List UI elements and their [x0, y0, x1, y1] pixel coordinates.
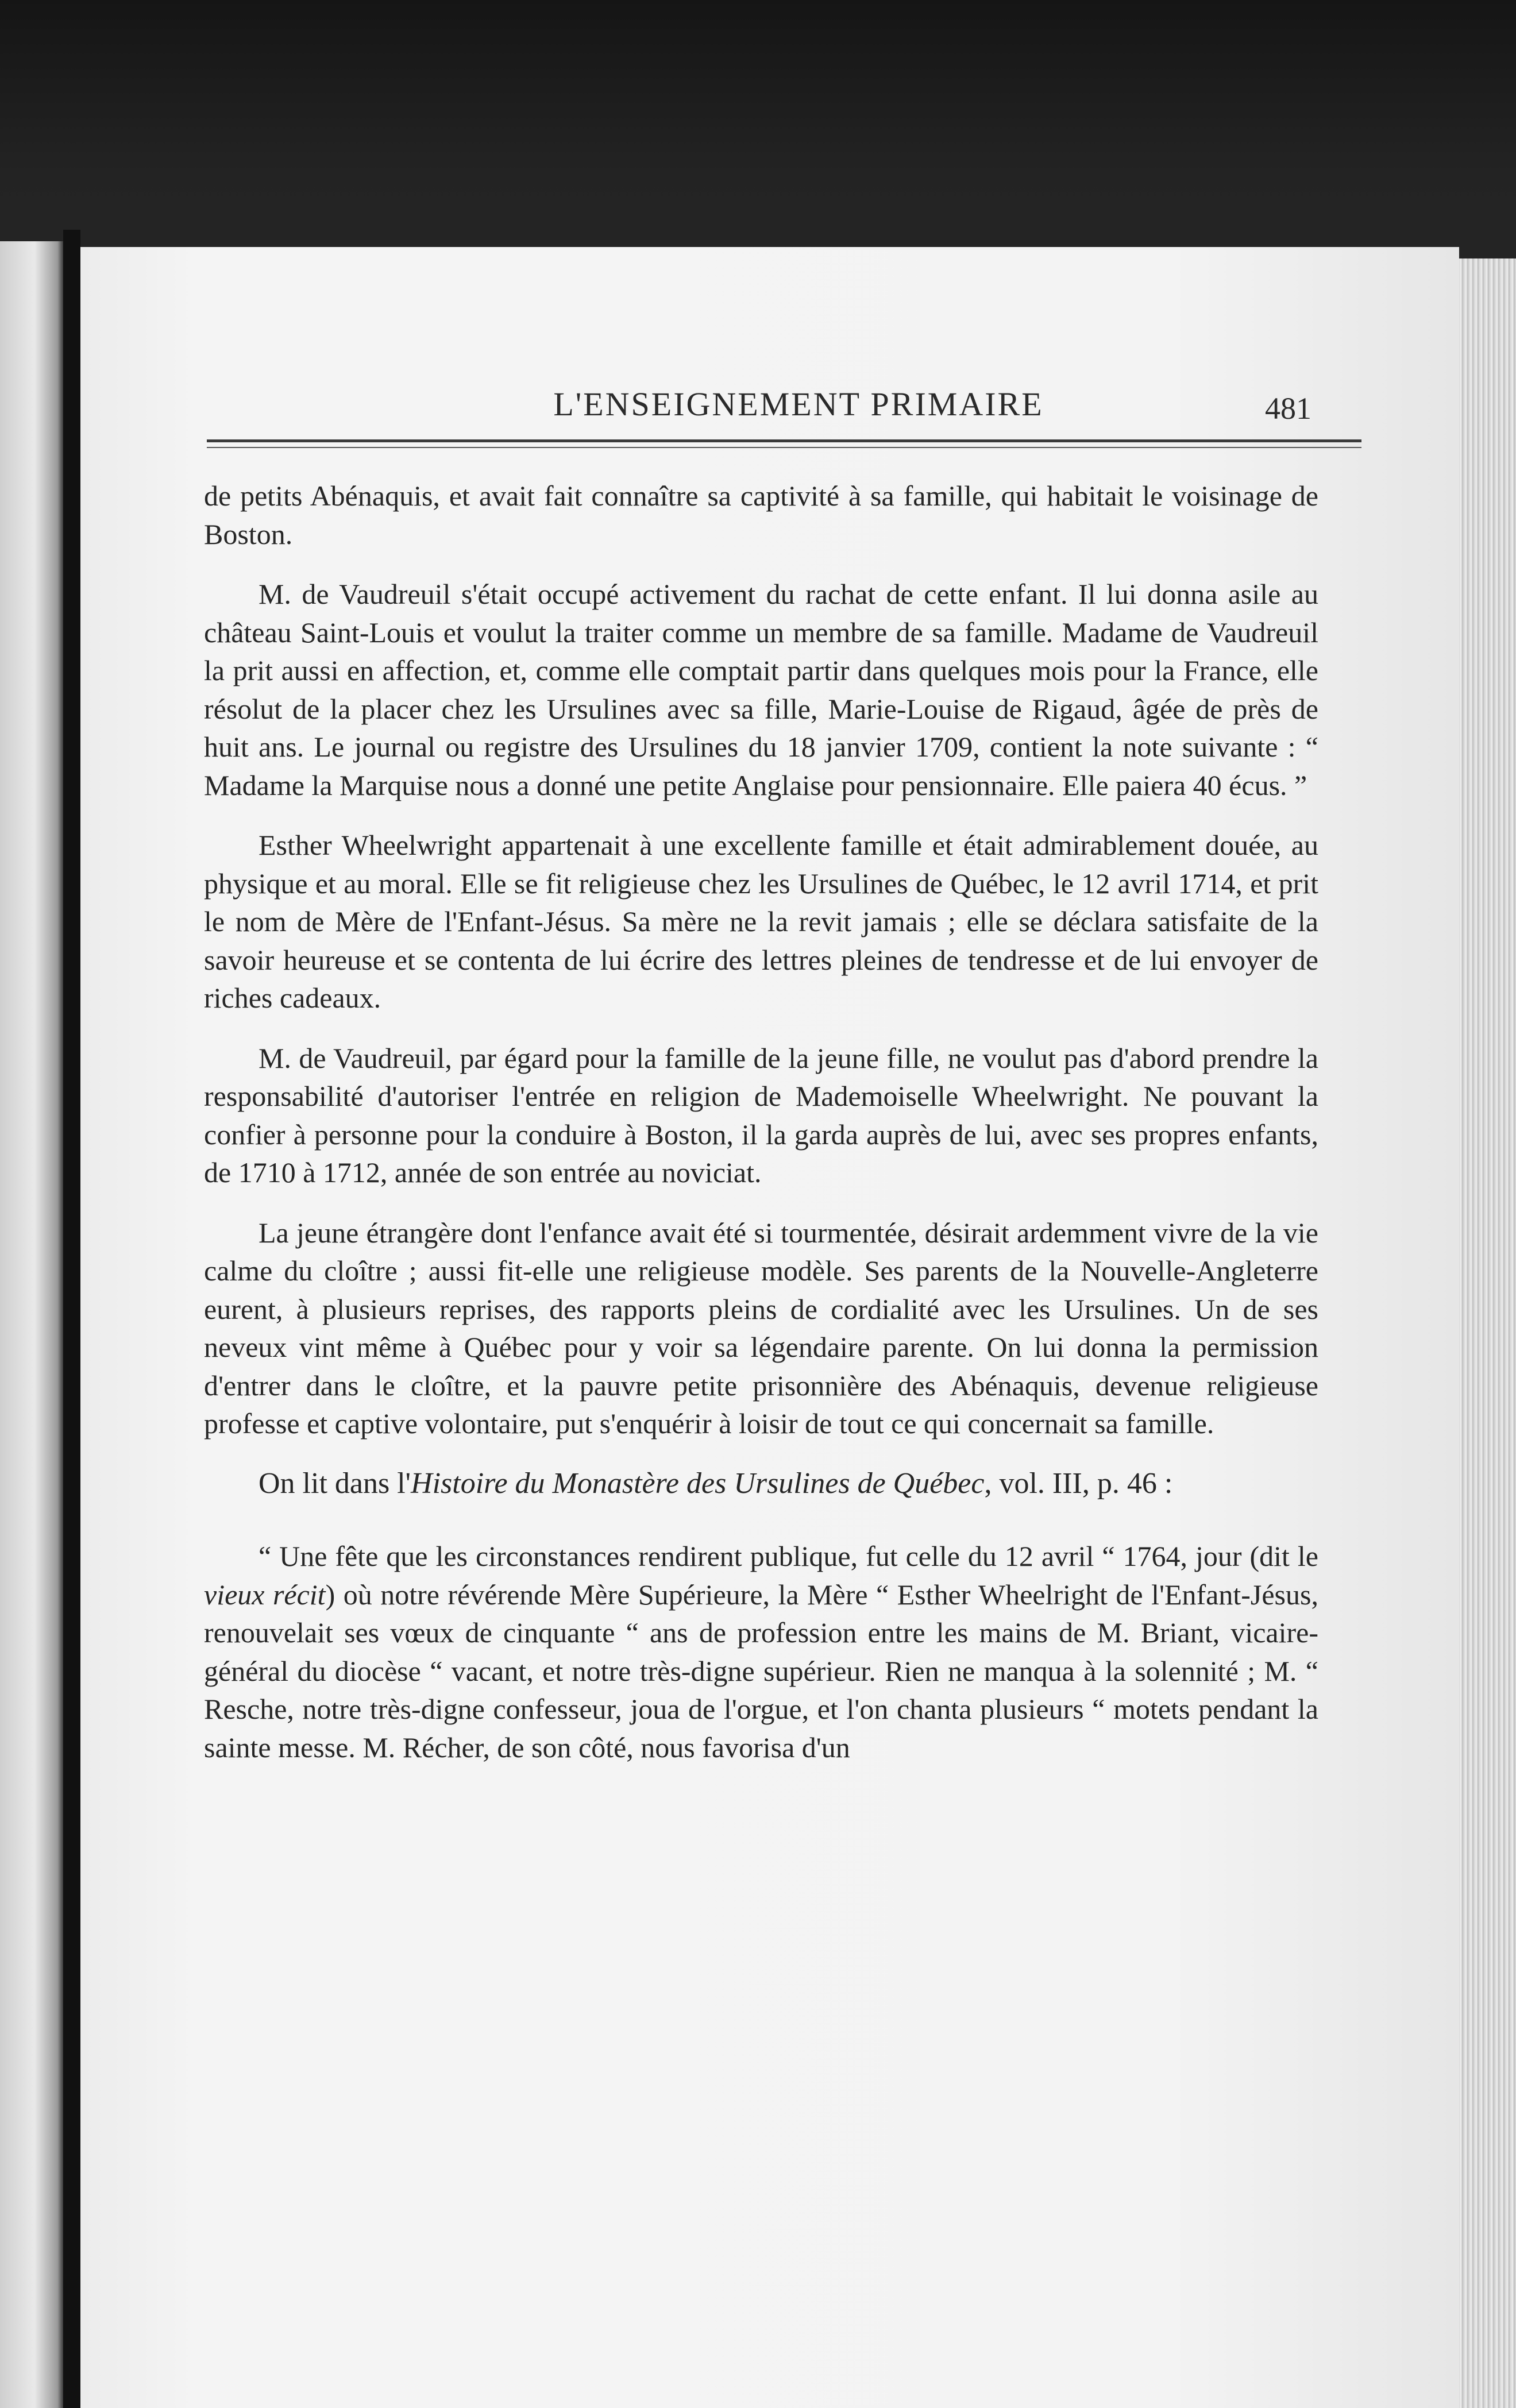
- paragraph: M. de Vaudreuil s'était occupé activement du rachat de cette enfant. Il lui donna asile au château Saint-Louis et voulut la traiter comme un membre de sa famille. Madame de Vaudreuil la prit aussi en affection, et, comme elle comptait partir dans quelques mois pour la France, elle résolut de la placer chez les Ursulines avec sa fille, Marie-Louise de Rigaud, âgée de près de huit ans. Le journal ou registre des Ursulines du 18 janvier 1709, contient la note suivante : “ Madame la Marquise nous a donné une petite Anglaise pour pensionnaire. Elle paiera 40 écus. ”: [204, 578, 1318, 801]
- header-rule: [207, 439, 1361, 442]
- paragraph: La jeune étrangère dont l'enfance avait été si tourmentée, désirait ardemment vivre de la vie calme du cloître ; aussi fit-elle une religieuse modèle. Ses parents de la Nouvelle-Angleterre eurent, à plusieurs reprises, des rapports pleins de cordialité avec les Ursulines. Un de ses neveux vint même à Québec pour y voir sa légendaire parente. On lui donna la permission d'entrer dans le cloître, et la pauvre petite prisonnière des Abénaquis, devenue religieuse professe et captive volontaire, put s'enquérir à loisir de tout ce qui concernait sa famille.: [204, 1216, 1318, 1440]
- reference-pages: , vol. III, p. 46 :: [984, 1467, 1173, 1500]
- quotation-italic: vieux récit: [204, 1578, 326, 1611]
- quotation-text: “ Une fête que les circonstances rendirent publique, fut celle du 12 avril “ 1764, jour (dit le: [259, 1540, 1318, 1572]
- quotation-text-cont: ) où notre révérende Mère Supérieure, la Mère “ Esther Wheelright de l'Enfant-Jésus, renouvelait ses vœux de cinquante “ ans de profession entre les mains de M. Briant, vicaire-général du diocèse “ vacant, et notre très-digne supérieur. Rien ne manqua à la solennité ; M. “ Resche, notre très-digne confesseur, joua de l'orgue, et l'on chanta plusieurs “ motets pendant la sainte messe. M. Récher, de son côté, nous favorisa d'un: [204, 1578, 1318, 1763]
- paragraph-continuation: de petits Abénaquis, et avait fait connaître sa captivité à sa famille, qui habitait le voisinage de Boston.: [204, 480, 1318, 550]
- paragraph: Esther Wheelwright appartenait à une excellente famille et était admirablement douée, au physique et au moral. Elle se fit religieuse chez les Ursulines de Québec, le 12 avril 1714, et prit le nom de Mère de l'Enfant-Jésus. Sa mère ne la revit jamais ; elle se déclara satisfaite de la savoir heureuse et se contenta de lui écrire des lettres pleines de tendresse et de lui envoyer de riches cadeaux.: [204, 829, 1318, 1014]
- book-spine: [63, 230, 80, 2408]
- page-number: 481: [1265, 391, 1311, 426]
- block-quotation: [204, 1537, 1318, 1766]
- page-stack-edge: [1459, 258, 1516, 2408]
- left-page-edge: [0, 241, 63, 2408]
- running-head: [80, 385, 1459, 437]
- header-rule-thin: [207, 447, 1361, 448]
- reference-text: On lit dans l': [259, 1467, 411, 1500]
- paragraph: M. de Vaudreuil, par égard pour la famille de la jeune fille, ne voulut pas d'abord prendre la responsabilité d'autoriser l'entrée en religion de Mademoiselle Wheelwright. Ne pouvant la confier à personne pour la conduire à Boston, il la garda auprès de lui, avec ses propres enfants, de 1710 à 1712, année de son entrée au noviciat.: [204, 1041, 1318, 1188]
- running-title: L'ENSEIGNEMENT PRIMAIRE: [553, 385, 1044, 423]
- book-title: Histoire du Monastère des Ursulines de Québec: [411, 1467, 985, 1500]
- book-page: [80, 247, 1459, 2408]
- body-text: [204, 477, 1318, 1788]
- source-reference: [204, 1465, 1318, 1503]
